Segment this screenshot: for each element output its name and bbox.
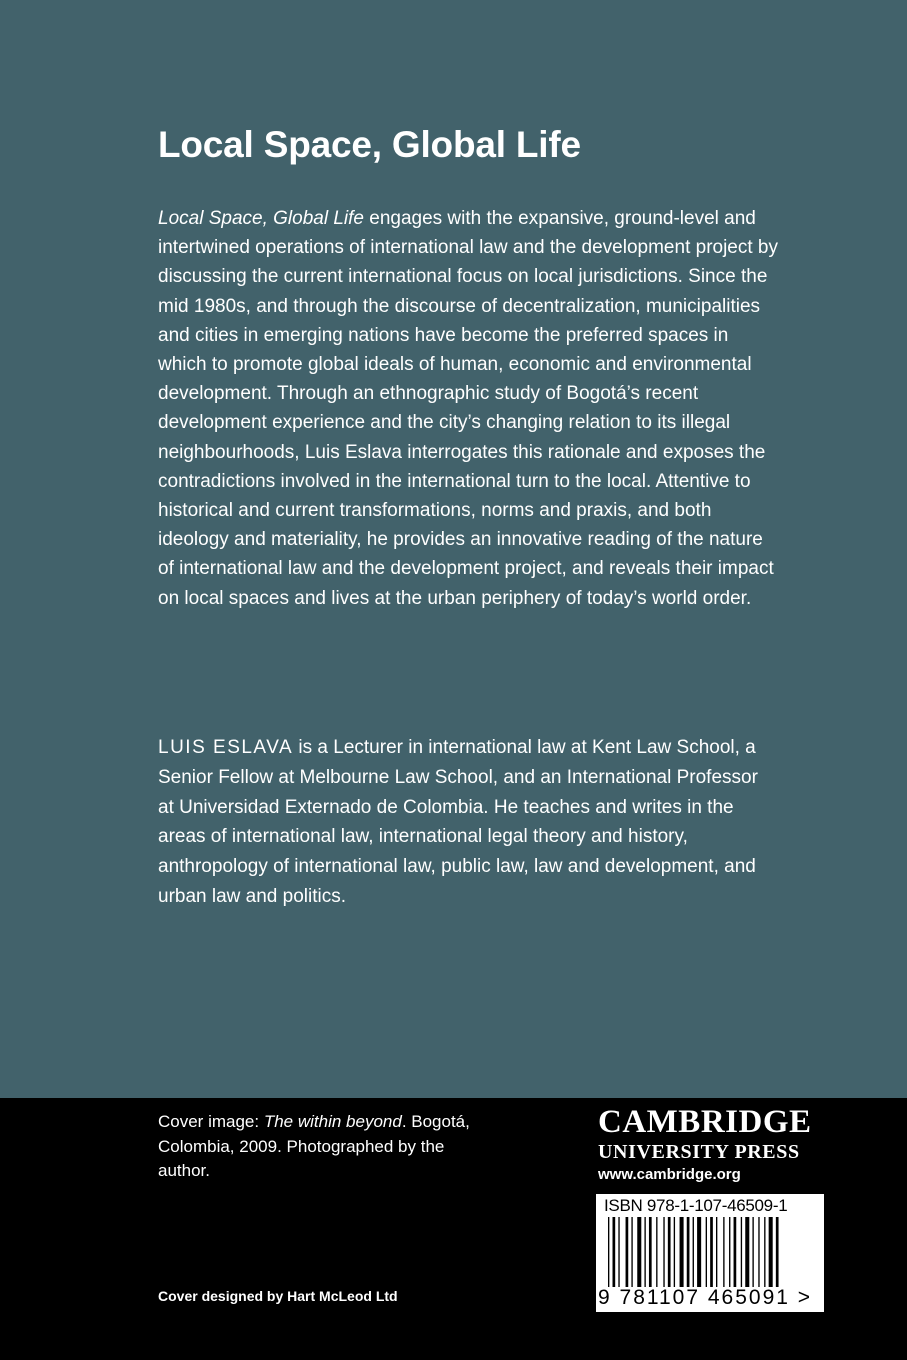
barcode-bar bbox=[710, 1217, 713, 1287]
barcode-bar bbox=[776, 1217, 779, 1287]
barcode-bar bbox=[723, 1217, 724, 1287]
cover-image-credit bbox=[158, 1110, 498, 1184]
barcode-bar bbox=[693, 1217, 694, 1287]
author-bio bbox=[158, 733, 778, 912]
barcode-bar bbox=[764, 1217, 765, 1287]
barcode-bars bbox=[608, 1217, 804, 1287]
barcode-bar bbox=[741, 1217, 742, 1287]
barcode-bar bbox=[769, 1217, 773, 1287]
barcode-bar bbox=[680, 1217, 684, 1287]
publisher-logo-name: CAMBRIDGE bbox=[598, 1104, 812, 1140]
author-bio-body: is a Lecturer in international law at Kent Law School, a Senior Fellow at Melbourne Law School, and an International Professor at Universidad Externado de Colombia. He teaches and writes in the areas of international law, international legal theory and history, anthropology of international law, public law, law and development, and urban law and politics. bbox=[158, 737, 758, 907]
description-body: engages with the expansive, ground-level and intertwined operations of international law and the development project by discussing the current international focus on local jurisdictions. Since the mid 1980s, and through the discourse of decentralization, municipalities and cities in emerging nations have become the preferred spaces in which to promote global ideals of human, economic and environmental development. Through an ethnographic study of Bogotá’s recent development experience and the city’s changing relation to its illegal neighbourhoods, Luis Eslava interrogates this rationale and exposes the contradictions involved in the international turn to the local. Attentive to historical and current transformations, norms and praxis, and both ideology and materiality, he provides an innovative reading of the nature of international law and the development project, and reveals their impact on local spaces and lives at the urban periphery of today’s world order. bbox=[158, 208, 778, 609]
barcode-bar bbox=[729, 1217, 730, 1287]
barcode-bar bbox=[608, 1217, 609, 1287]
barcode-bar bbox=[626, 1217, 629, 1287]
book-title: Local Space, Global Life bbox=[158, 124, 581, 165]
credit-work-title: The within beyond bbox=[263, 1112, 402, 1131]
barcode-bar bbox=[706, 1217, 707, 1287]
barcode-bar bbox=[674, 1217, 675, 1287]
cover-designer-credit: Cover designed by Hart McLeod Ltd bbox=[158, 1288, 398, 1304]
barcode-bar bbox=[758, 1217, 759, 1287]
barcode-bar bbox=[644, 1217, 645, 1287]
barcode-bar bbox=[656, 1217, 657, 1287]
description-title-italic: Local Space, Global Life bbox=[158, 208, 364, 229]
author-name: LUIS ESLAVA bbox=[158, 737, 294, 758]
publisher-logo-subname: UNIVERSITY PRESS bbox=[598, 1141, 800, 1163]
barcode-digits: 9 781107 465091 > bbox=[598, 1286, 813, 1309]
barcode-bar bbox=[697, 1217, 701, 1287]
barcode-bar bbox=[752, 1217, 753, 1287]
barcode-bar bbox=[637, 1217, 641, 1287]
publisher-url: www.cambridge.org bbox=[598, 1166, 741, 1183]
barcode-bar bbox=[649, 1217, 652, 1287]
barcode-bar bbox=[663, 1217, 664, 1287]
barcode-bar bbox=[734, 1217, 737, 1287]
isbn-barcode bbox=[596, 1194, 824, 1312]
barcode-bar bbox=[618, 1217, 619, 1287]
barcode-bar bbox=[745, 1217, 749, 1287]
barcode-bar bbox=[687, 1217, 690, 1287]
credit-suffix: . Bogotá, Colombia, 2009. Photographed by the author. bbox=[158, 1112, 470, 1180]
barcode-bar bbox=[613, 1217, 616, 1287]
barcode-bar bbox=[668, 1217, 671, 1287]
book-description bbox=[158, 204, 778, 613]
isbn-label: ISBN 978-1-107-46509-1 bbox=[604, 1196, 788, 1215]
barcode-bar bbox=[716, 1217, 717, 1287]
barcode-bar bbox=[631, 1217, 632, 1287]
credit-prefix: Cover image: bbox=[158, 1112, 264, 1131]
